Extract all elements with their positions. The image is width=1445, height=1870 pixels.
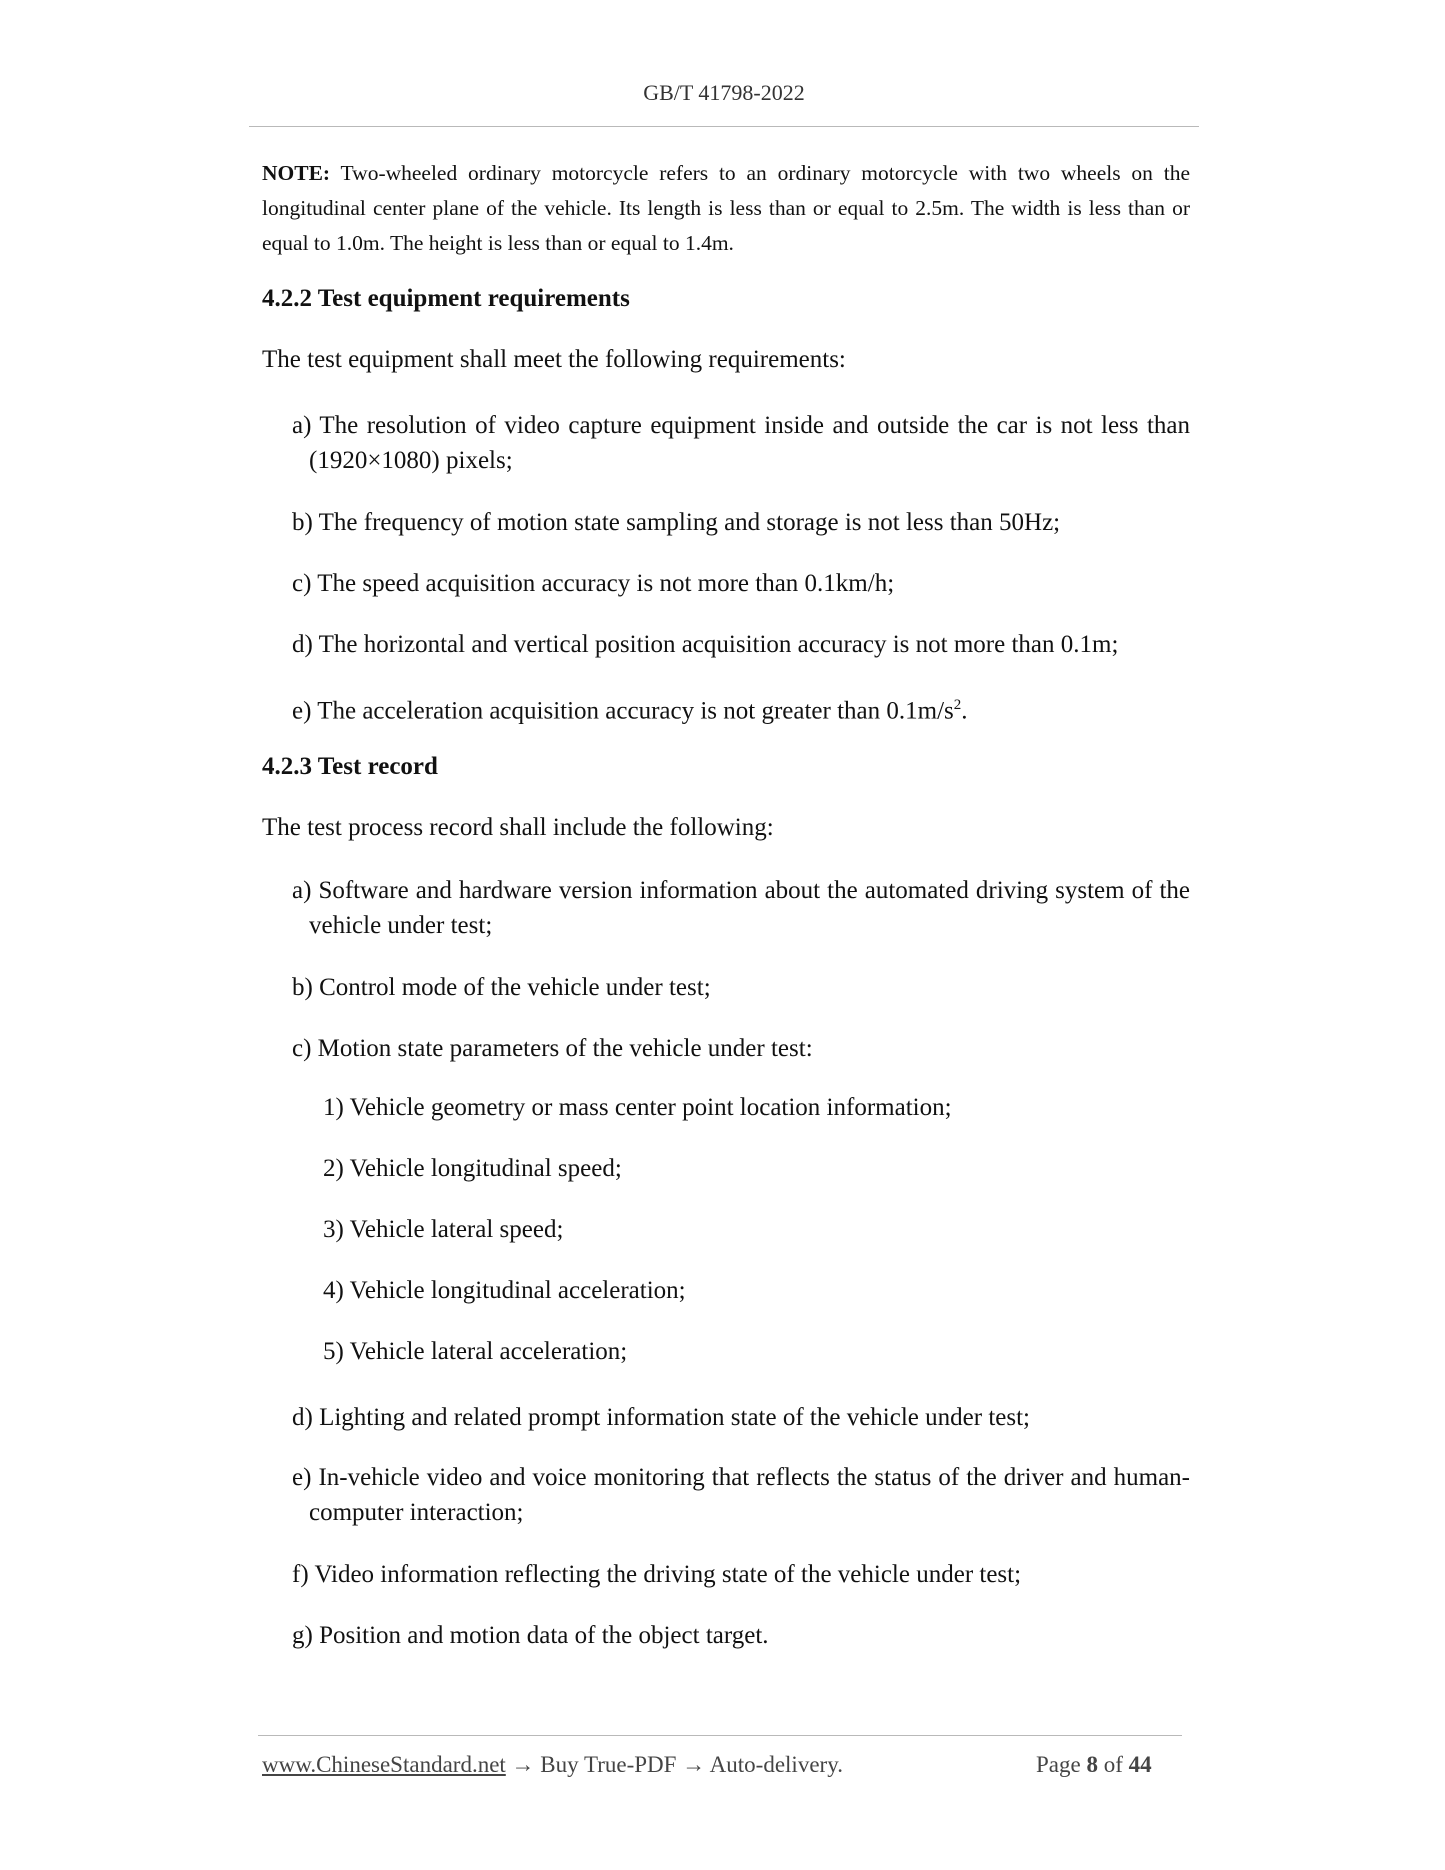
record-subitem-1: 1) Vehicle geometry or mass center point location information; (323, 1094, 952, 1121)
page-number (1036, 1752, 1152, 1778)
section-4-2-3-heading: 4.2.3 Test record (262, 753, 438, 780)
page-current: 8 (1086, 1752, 1098, 1777)
equipment-item-d: d) The horizontal and vertical position acquisition accuracy is not more than 0.1m; (292, 631, 1119, 658)
arrow-right-icon: → (682, 1752, 706, 1777)
buy-text: Buy True-PDF (540, 1752, 677, 1777)
record-item-f: f) Video information reflecting the driving state of the vehicle under test; (292, 1561, 1022, 1588)
page-header: GB/T 41798-2022 (643, 80, 805, 105)
record-item-g: g) Position and motion data of the object target. (292, 1622, 769, 1649)
header-divider (249, 126, 1199, 127)
note-paragraph (262, 156, 1190, 261)
record-subitem-3: 3) Vehicle lateral speed; (323, 1216, 564, 1243)
note-text: Two-wheeled ordinary motorcycle refers to an ordinary motorcycle with two wheels on the longitudinal center plane of the vehicle. Its length is less than or equal to 2.5m. The width is less than or equal to 1.0m. The height is less than or equal to 1.4m. (262, 161, 1190, 255)
note-label: NOTE: (262, 161, 331, 185)
equipment-item-b: b) The frequency of motion state sampling and storage is not less than 50Hz; (292, 509, 1061, 536)
section-4-2-2-intro: The test equipment shall meet the following requirements: (262, 346, 846, 373)
page-total: 44 (1128, 1752, 1152, 1777)
of-label: of (1103, 1752, 1123, 1777)
record-item-a: a) Software and hardware version information about the automated driving system of the vehicle under test; (292, 877, 1190, 939)
section-4-2-2-heading: 4.2.2 Test equipment requirements (262, 285, 630, 312)
footer-promo (262, 1752, 843, 1778)
page-label: Page (1036, 1752, 1081, 1777)
equipment-item-e-superscript: 2 (953, 697, 962, 713)
footer-divider (258, 1735, 1182, 1736)
equipment-item-c: c) The speed acquisition accuracy is not more than 0.1km/h; (292, 570, 895, 597)
equipment-item-e-end: . (961, 697, 968, 725)
equipment-item-a: a) The resolution of video capture equipment inside and outside the car is not less than (1920×1080) pixels; (292, 412, 1190, 474)
record-subitem-5: 5) Vehicle lateral acceleration; (323, 1338, 628, 1365)
section-4-2-3-intro: The test process record shall include the following: (262, 814, 774, 841)
equipment-item-e (292, 688, 1190, 728)
record-item-b: b) Control mode of the vehicle under test; (292, 974, 711, 1001)
arrow-right-icon: → (511, 1752, 535, 1777)
record-item-d: d) Lighting and related prompt information state of the vehicle under test; (292, 1404, 1030, 1431)
equipment-item-e-text: e) The acceleration acquisition accuracy is not greater than 0.1m/s (292, 697, 954, 725)
record-subitem-4: 4) Vehicle longitudinal acceleration; (323, 1277, 686, 1304)
website-link[interactable]: www.ChineseStandard.net (262, 1752, 506, 1777)
record-subitem-2: 2) Vehicle longitudinal speed; (323, 1155, 622, 1182)
delivery-text: Auto-delivery. (709, 1752, 843, 1777)
record-item-c: c) Motion state parameters of the vehicle under test: (292, 1035, 813, 1062)
record-item-e: e) In-vehicle video and voice monitoring that reflects the status of the driver and human-computer interaction; (292, 1464, 1190, 1526)
